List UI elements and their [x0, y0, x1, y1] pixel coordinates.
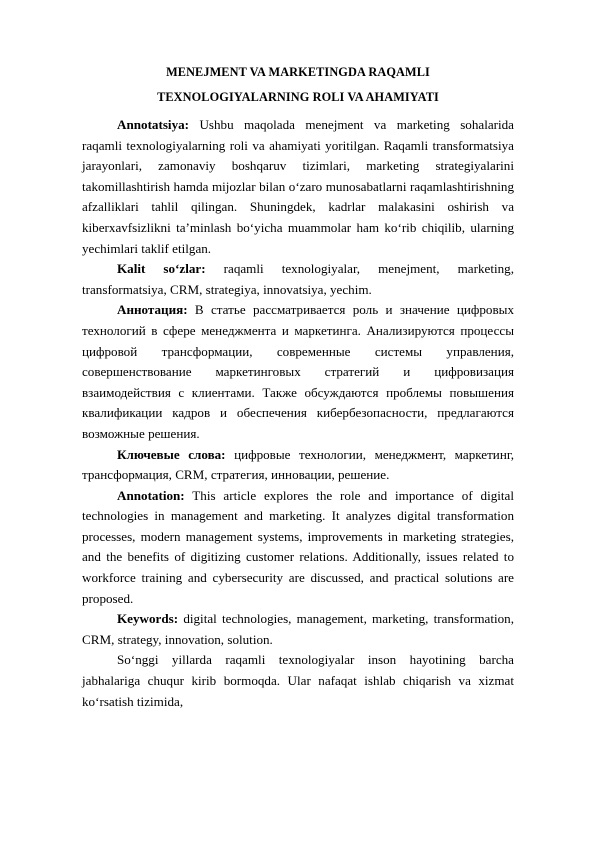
article-title-line-2: TEXNOLOGIYALARNING ROLI VA AHAMIYATI — [157, 90, 439, 104]
abstract-uz-label: Annotatsiya: — [117, 117, 190, 132]
abstract-uz — [82, 115, 514, 259]
keywords-uz-label: Kalit so‘zlar: — [117, 261, 206, 277]
keywords-ru-label: Ключевые слова: — [117, 446, 226, 462]
keywords-uz-text: raqamli texnologiyalar, menejment, marketing, transformatsiya, CRM, strategiya, innovatsiya, yechim. — [82, 261, 514, 297]
article-title-line-1: MENEJMENT VA MARKETINGDA RAQAMLI — [166, 65, 430, 79]
abstract-en-text: This article explores the role and importance of digital technologies in management and marketing. It analyzes digital transformation processes, modern management systems, improvements in marketing strategies, and the benefits of digitizing customer relations. Additionally, issues related to workforce training and cybersecurity are discussed, and practical solutions are proposed. — [82, 487, 514, 606]
abstract-ru-label: Аннотация: — [117, 302, 188, 318]
article-body — [82, 115, 514, 712]
keywords-en — [82, 609, 514, 650]
abstract-en-label: Annotation: — [117, 487, 185, 503]
abstract-ru-text: В статье рассматривается роль и значение цифровых технологий в сфере менеджмента и маркетинга. Анализируются процессы цифровой трансформации, современные системы управления, совершенствование маркетинговых стратегий и цифровизация взаимодействия с клиентами. Также обсуждаются проблемы повышения квалификации кадров и обеспечения кибербезопасности, предлагаются возможные решения. — [82, 302, 514, 441]
keywords-uz — [82, 259, 514, 300]
keywords-en-text: digital technologies, management, marketing, transformation, CRM, strategy, innovation, solution. — [82, 611, 514, 647]
keywords-en-label: Keywords: — [117, 611, 179, 627]
abstract-uz-text: Ushbu maqolada menejment va marketing sohalarida raqamli texnologiyalarning roli va ahamiyati yoritilgan. Raqamli transformatsiya jarayonlari, zamonaviy boshqaruv tizimlari, marketing strategiyalarini takomillashtirish hamda mijozlar bilan o‘zaro munosabatlarni raqamlashtirishning afzalliklari tahlil qilingan. Shuningdek, kadrlar malakasini oshirish va kiberxavfsizlikni ta’minlash bo‘yicha muammolar ham ko‘rib chiqilib, ularning yechimlari taklif etilgan. — [82, 117, 514, 256]
abstract-ru — [82, 300, 514, 444]
keywords-ru — [82, 445, 514, 486]
abstract-en — [82, 486, 514, 610]
intro-paragraph: So‘nggi yillarda raqamli texnologiyalar inson hayotining barcha jabhalariga chuqur kirib bormoqda. Ular nafaqat ishlab chiqarish va xizmat ko‘rsatish tizimida, — [82, 652, 514, 709]
keywords-ru-text: цифровые технологии, менеджмент, маркетинг, трансформация, CRM, стратегия, инновации, решение. — [82, 446, 514, 483]
